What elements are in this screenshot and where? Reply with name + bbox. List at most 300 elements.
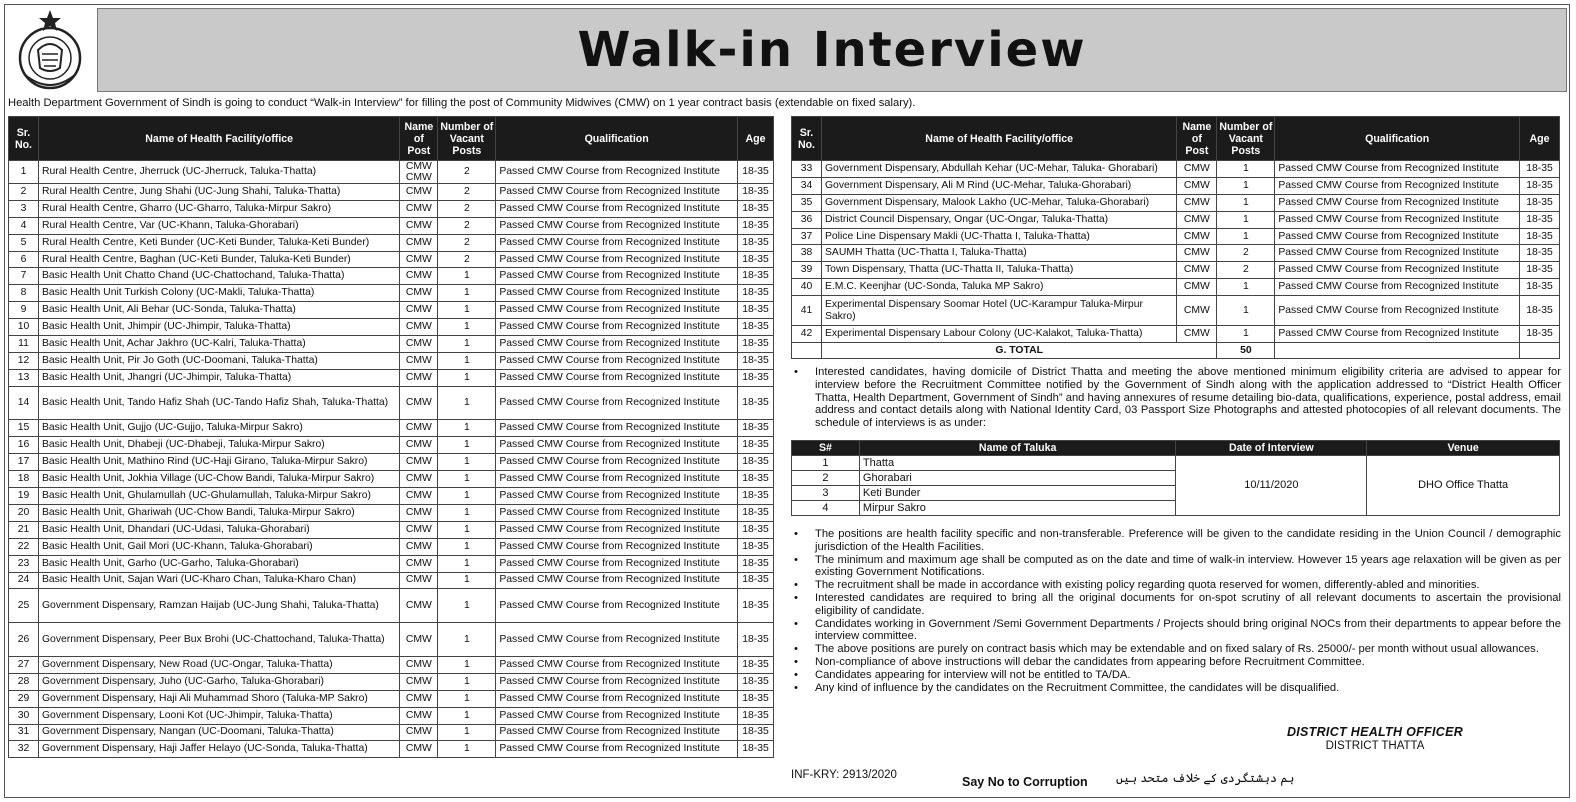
- col-header-post: Name of Post: [400, 117, 438, 161]
- vacant-posts-cell: 1: [1217, 326, 1275, 343]
- qualification-cell: Passed CMW Course from Recognized Institute: [496, 200, 738, 217]
- grand-total-value: 50: [1217, 343, 1275, 359]
- vacant-posts-cell: 1: [438, 454, 496, 471]
- table-row: [792, 262, 1560, 279]
- table-row: [792, 211, 1560, 228]
- vacant-posts-cell: 1: [438, 369, 496, 386]
- vacant-posts-cell: 2: [438, 234, 496, 251]
- schedule-row: [792, 456, 1560, 471]
- facility-name-cell: Rural Health Centre, Keti Bunder (UC-Keti Bunder, Taluka-Keti Bunder): [38, 234, 399, 251]
- qualification-cell: Passed CMW Course from Recognized Institute: [1275, 326, 1520, 343]
- age-cell: 18-35: [737, 352, 773, 369]
- post-name-cell: CMW: [400, 521, 438, 538]
- qualification-cell: Passed CMW Course from Recognized Institute: [496, 420, 738, 437]
- sr-cell: 24: [9, 572, 39, 589]
- table-row: [792, 177, 1560, 194]
- post-name-cell: CMW: [1177, 228, 1217, 245]
- qualification-cell: Passed CMW Course from Recognized Institute: [496, 471, 738, 488]
- sr-cell: 20: [9, 504, 39, 521]
- vacant-posts-cell: 2: [438, 251, 496, 268]
- qualification-cell: Passed CMW Course from Recognized Institute: [496, 623, 738, 657]
- post-name-cell: CMW: [1177, 211, 1217, 228]
- qualification-cell: Passed CMW Course from Recognized Institute: [496, 707, 738, 724]
- facility-name-cell: Government Dispensary, New Road (UC-Ongar, Taluka-Thatta): [38, 656, 399, 673]
- facility-name-cell: Government Dispensary, Ramzan Haijab (UC-Jung Shahi, Taluka-Thatta): [38, 589, 399, 623]
- qualification-cell: Passed CMW Course from Recognized Institute: [1275, 177, 1520, 194]
- table-row: [9, 251, 774, 268]
- sr-cell: 37: [792, 228, 822, 245]
- age-cell: 18-35: [737, 285, 773, 302]
- post-name-cell: CMW: [400, 555, 438, 572]
- facility-name-cell: Town Dispensary, Thatta (UC-Thatta II, Taluka-Thatta): [821, 262, 1176, 279]
- table-row: [9, 488, 774, 505]
- post-name-cell: CMW: [400, 437, 438, 454]
- facility-name-cell: Basic Health Unit, Dhandari (UC-Udasi, Taluka-Ghorabari): [38, 521, 399, 538]
- sr-cell: 22: [9, 538, 39, 555]
- post-name-cell: CMW: [400, 234, 438, 251]
- qualification-cell: Passed CMW Course from Recognized Institute: [496, 285, 738, 302]
- sr-cell: 36: [792, 211, 822, 228]
- qualification-cell: Passed CMW Course from Recognized Institute: [496, 656, 738, 673]
- facility-name-cell: Basic Health Unit, Gujjo (UC-Gujjo, Taluka-Mirpur Sakro): [38, 420, 399, 437]
- grand-total-row: [792, 343, 1560, 359]
- col-header-sn: S#: [792, 441, 860, 456]
- qualification-cell: Passed CMW Course from Recognized Institute: [1275, 194, 1520, 211]
- post-name-cell: CMW: [1177, 326, 1217, 343]
- interview-schedule-table: [791, 440, 1560, 516]
- sr-cell: 40: [792, 279, 822, 296]
- table-row: [9, 724, 774, 741]
- qualification-cell: Passed CMW Course from Recognized Institute: [496, 369, 738, 386]
- sr-cell: 38: [792, 245, 822, 262]
- facility-name-cell: Basic Health Unit, Jhangri (UC-Jhimpir, Taluka-Thatta): [38, 369, 399, 386]
- facility-name-cell: Basic Health Unit, Mathino Rind (UC-Haji Girano, Taluka-Mirpur Sakro): [38, 454, 399, 471]
- post-name-cell: CMW: [400, 572, 438, 589]
- table-row: [9, 521, 774, 538]
- age-cell: 18-35: [737, 217, 773, 234]
- facility-table-right: [791, 116, 1560, 359]
- post-name-cell: CMW: [400, 251, 438, 268]
- post-name-cell: CMW: [400, 420, 438, 437]
- qualification-cell: Passed CMW Course from Recognized Institute: [496, 352, 738, 369]
- post-name-cell: CMW: [400, 724, 438, 741]
- post-name-cell: CMW: [1177, 296, 1217, 326]
- post-name-cell: CMW: [400, 302, 438, 319]
- age-cell: 18-35: [1519, 211, 1559, 228]
- vacant-posts-cell: 2: [438, 217, 496, 234]
- vacant-posts-cell: 1: [438, 437, 496, 454]
- table-row: [9, 555, 774, 572]
- table-row: [9, 200, 774, 217]
- signatory-title: DISTRICT HEALTH OFFICER: [1286, 725, 1464, 739]
- age-cell: 18-35: [737, 741, 773, 758]
- vacant-posts-cell: 1: [438, 336, 496, 353]
- table-row: [9, 352, 774, 369]
- vacant-posts-cell: 1: [438, 420, 496, 437]
- table-row: [9, 369, 774, 386]
- schedule-taluka-cell: Ghorabari: [859, 471, 1176, 486]
- interview-date-cell: 10/11/2020: [1176, 456, 1367, 516]
- post-name-cell: CMW: [400, 285, 438, 302]
- facility-name-cell: Basic Health Unit, Jokhia Village (UC-Chow Bandi, Taluka-Mirpur Sakro): [38, 471, 399, 488]
- facility-name-cell: Rural Health Centre, Var (UC-Khann, Taluka-Ghorabari): [38, 217, 399, 234]
- post-name-cell: CMW: [400, 623, 438, 657]
- facility-name-cell: Government Dispensary, Nangan (UC-Doomani, Taluka-Thatta): [38, 724, 399, 741]
- vacant-posts-cell: 1: [1217, 161, 1275, 178]
- sr-cell: 10: [9, 319, 39, 336]
- term-item: • Any kind of influence by the candidates on the Recruitment Committee, the candidates will be disqualified.: [791, 682, 1561, 695]
- age-cell: 18-35: [737, 251, 773, 268]
- facility-name-cell: Government Dispensary, Looni Kot (UC-Jhimpir, Taluka-Thatta): [38, 707, 399, 724]
- schedule-sn-cell: 3: [792, 486, 860, 501]
- table-row: [9, 285, 774, 302]
- table-row: [9, 437, 774, 454]
- post-name-cell: CMW: [400, 504, 438, 521]
- sr-cell: 27: [9, 656, 39, 673]
- facility-name-cell: Rural Health Centre, Jung Shahi (UC-Jung Shahi, Taluka-Thatta): [38, 184, 399, 201]
- qualification-cell: Passed CMW Course from Recognized Institute: [496, 161, 738, 184]
- vacant-posts-cell: 1: [438, 504, 496, 521]
- age-cell: 18-35: [737, 589, 773, 623]
- post-name-cell: CMW: [1177, 161, 1217, 178]
- qualification-cell: Passed CMW Course from Recognized Institute: [496, 454, 738, 471]
- table-row: [792, 279, 1560, 296]
- sr-cell: 7: [9, 268, 39, 285]
- sr-cell: 15: [9, 420, 39, 437]
- age-cell: 18-35: [1519, 326, 1559, 343]
- qualification-cell: Passed CMW Course from Recognized Institute: [1275, 279, 1520, 296]
- age-cell: 18-35: [737, 623, 773, 657]
- sr-cell: 39: [792, 262, 822, 279]
- qualification-cell: Passed CMW Course from Recognized Institute: [496, 336, 738, 353]
- age-cell: 18-35: [737, 690, 773, 707]
- post-name-cell: CMW: [400, 471, 438, 488]
- table-row: [792, 296, 1560, 326]
- anti-corruption-slogan: Say No to Corruption: [962, 775, 1088, 789]
- title-banner: [97, 8, 1567, 92]
- facility-name-cell: Basic Health Unit, Ghulamullah (UC-Ghulamullah, Taluka-Mirpur Sakro): [38, 488, 399, 505]
- age-cell: 18-35: [1519, 279, 1559, 296]
- col-header-posts: Number of Vacant Posts: [1217, 117, 1275, 161]
- table-row: [9, 217, 774, 234]
- table-row: [9, 302, 774, 319]
- qualification-cell: Passed CMW Course from Recognized Institute: [1275, 161, 1520, 178]
- signatory-place: DISTRICT THATTA: [1325, 740, 1425, 752]
- age-cell: 18-35: [737, 572, 773, 589]
- qualification-cell: Passed CMW Course from Recognized Institute: [496, 741, 738, 758]
- facility-name-cell: Rural Health Centre, Gharro (UC-Gharro, Taluka-Mirpur Sakro): [38, 200, 399, 217]
- qualification-cell: Passed CMW Course from Recognized Institute: [496, 319, 738, 336]
- qualification-cell: Passed CMW Course from Recognized Institute: [496, 589, 738, 623]
- vacant-posts-cell: 1: [438, 319, 496, 336]
- qualification-cell: Passed CMW Course from Recognized Institute: [496, 234, 738, 251]
- post-name-cell: CMW: [400, 268, 438, 285]
- col-header-date: Date of Interview: [1176, 441, 1367, 456]
- age-cell: 18-35: [737, 555, 773, 572]
- post-name-cell: CMW: [400, 386, 438, 420]
- vacant-posts-cell: 1: [438, 268, 496, 285]
- qualification-cell: Passed CMW Course from Recognized Institute: [496, 724, 738, 741]
- facility-name-cell: Police Line Dispensary Makli (UC-Thatta I, Taluka-Thatta): [821, 228, 1176, 245]
- facility-name-cell: Experimental Dispensary Soomar Hotel (UC-Karampur Taluka-Mirpur Sakro): [821, 296, 1176, 326]
- table-row: [792, 194, 1560, 211]
- sr-cell: 14: [9, 386, 39, 420]
- sr-cell: 4: [9, 217, 39, 234]
- facility-name-cell: Basic Health Unit, Sajan Wari (UC-Kharo Chan, Taluka-Kharo Chan): [38, 572, 399, 589]
- age-cell: 18-35: [737, 504, 773, 521]
- sindh-emblem-icon: [10, 8, 90, 92]
- term-item: • Non-compliance of above instructions will debar the candidates from appearing before Recruitment Committee.: [791, 656, 1561, 669]
- vacant-posts-cell: 1: [438, 352, 496, 369]
- post-name-cell: CMW: [400, 741, 438, 758]
- post-name-cell: CMW: [400, 690, 438, 707]
- col-header-post: Name of Post: [1177, 117, 1217, 161]
- vacant-posts-cell: 1: [438, 386, 496, 420]
- vacant-posts-cell: 1: [438, 521, 496, 538]
- age-cell: 18-35: [737, 302, 773, 319]
- post-name-cell: CMW: [400, 184, 438, 201]
- post-name-cell: CMW: [400, 673, 438, 690]
- sr-cell: 17: [9, 454, 39, 471]
- age-cell: 18-35: [737, 200, 773, 217]
- sr-cell: 29: [9, 690, 39, 707]
- facility-name-cell: Government Dispensary, Ali M Rind (UC-Mehar, Taluka-Ghorabari): [821, 177, 1176, 194]
- sr-cell: 42: [792, 326, 822, 343]
- vacant-posts-cell: 1: [1217, 228, 1275, 245]
- facility-name-cell: Basic Health Unit, Jhimpir (UC-Jhimpir, Taluka-Thatta): [38, 319, 399, 336]
- table-row: [9, 504, 774, 521]
- col-header-qualification: Qualification: [1275, 117, 1520, 161]
- vacant-posts-cell: 1: [438, 555, 496, 572]
- post-name-cell: CMW: [400, 589, 438, 623]
- age-cell: 18-35: [737, 724, 773, 741]
- age-cell: 18-35: [737, 420, 773, 437]
- facility-name-cell: Rural Health Centre, Jherruck (UC-Jherruck, Taluka-Thatta): [38, 161, 399, 184]
- facility-name-cell: Government Dispensary, Abdullah Kehar (UC-Mehar, Taluka- Ghorabari): [821, 161, 1176, 178]
- grand-total-label: G. TOTAL: [821, 343, 1216, 359]
- age-cell: 18-35: [737, 268, 773, 285]
- table-row: [9, 623, 774, 657]
- intro-text: Health Department Government of Sindh is going to conduct “Walk-in Interview” for filling the post of Community Midwives (CMW) on 1 year contract basis (extendable on fixed salary).: [8, 97, 916, 109]
- table-row: [9, 336, 774, 353]
- facility-name-cell: Experimental Dispensary Labour Colony (UC-Kalakot, Taluka-Thatta): [821, 326, 1176, 343]
- sr-cell: 12: [9, 352, 39, 369]
- age-cell: 18-35: [1519, 296, 1559, 326]
- term-item: • Interested candidates are required to bring all the original documents for on-spot scrutiny of all relevant documents to ascertain the provisional eligibility of candidate.: [791, 592, 1561, 618]
- col-header-taluka: Name of Taluka: [859, 441, 1176, 456]
- age-cell: 18-35: [737, 454, 773, 471]
- vacant-posts-cell: 2: [438, 161, 496, 184]
- col-header-age: Age: [737, 117, 773, 161]
- vacant-posts-cell: 1: [438, 302, 496, 319]
- sr-cell: 18: [9, 471, 39, 488]
- post-name-cell: CMW: [400, 707, 438, 724]
- sr-cell: 16: [9, 437, 39, 454]
- age-cell: 18-35: [737, 161, 773, 184]
- post-name-cell: CMW: [1177, 194, 1217, 211]
- facility-name-cell: Basic Health Unit, Dhabeji (UC-Dhabeji, Taluka-Mirpur Sakro): [38, 437, 399, 454]
- qualification-cell: Passed CMW Course from Recognized Institute: [496, 504, 738, 521]
- facility-name-cell: Basic Health Unit Chatto Chand (UC-Chattochand, Taluka-Thatta): [38, 268, 399, 285]
- vacant-posts-cell: 2: [438, 200, 496, 217]
- table-row: [9, 572, 774, 589]
- vacant-posts-cell: 1: [438, 538, 496, 555]
- age-cell: 18-35: [1519, 161, 1559, 178]
- qualification-cell: Passed CMW Course from Recognized Institute: [496, 690, 738, 707]
- vacant-posts-cell: 1: [1217, 194, 1275, 211]
- terms-list: [791, 528, 1561, 694]
- facility-name-cell: Basic Health Unit, Ali Behar (UC-Sonda, Taluka-Thatta): [38, 302, 399, 319]
- vacant-posts-cell: 1: [438, 707, 496, 724]
- sr-cell: 30: [9, 707, 39, 724]
- sr-cell: 32: [9, 741, 39, 758]
- qualification-cell: Passed CMW Course from Recognized Institute: [1275, 228, 1520, 245]
- schedule-sn-cell: 2: [792, 471, 860, 486]
- qualification-cell: Passed CMW Course from Recognized Institute: [496, 488, 738, 505]
- sr-cell: 2: [9, 184, 39, 201]
- sr-cell: 26: [9, 623, 39, 657]
- facility-name-cell: Government Dispensary, Peer Bux Brohi (UC-Chattochand, Taluka-Thatta): [38, 623, 399, 657]
- facility-name-cell: Basic Health Unit, Gail Mori (UC-Khann, Taluka-Ghorabari): [38, 538, 399, 555]
- qualification-cell: Passed CMW Course from Recognized Institute: [1275, 211, 1520, 228]
- vacant-posts-cell: 2: [1217, 245, 1275, 262]
- post-name-cell: CMW: [1177, 245, 1217, 262]
- post-name-cell: CMW: [400, 454, 438, 471]
- term-item: • Candidates appearing for interview will not be entitled to TA/DA.: [791, 669, 1561, 682]
- table-row: [792, 228, 1560, 245]
- term-item: • The recruitment shall be made in accordance with existing policy regarding quota reserved for women, differently-abled and minorities.: [791, 579, 1561, 592]
- sr-cell: 6: [9, 251, 39, 268]
- post-name-cell: CMW: [400, 369, 438, 386]
- post-name-cell: CMW CMW: [400, 161, 438, 184]
- age-cell: 18-35: [737, 471, 773, 488]
- table-row: [9, 319, 774, 336]
- table-row: [9, 234, 774, 251]
- post-name-cell: CMW: [400, 488, 438, 505]
- col-header-name: Name of Health Facility/office: [38, 117, 399, 161]
- vacant-posts-cell: 1: [438, 471, 496, 488]
- age-cell: 18-35: [737, 369, 773, 386]
- facility-name-cell: Basic Health Unit, Achar Jakhro (UC-Kalri, Taluka-Thatta): [38, 336, 399, 353]
- qualification-cell: Passed CMW Course from Recognized Institute: [496, 184, 738, 201]
- table-row: [9, 420, 774, 437]
- facility-table-left: [8, 116, 774, 758]
- page-title: Walk-in Interview: [577, 22, 1087, 78]
- post-name-cell: CMW: [1177, 262, 1217, 279]
- post-name-cell: CMW: [1177, 177, 1217, 194]
- sr-cell: 28: [9, 673, 39, 690]
- age-cell: 18-35: [1519, 177, 1559, 194]
- term-item: • Candidates working in Government /Semi Government Departments / Projects should bring original NOCs from their departments to appear before the interview committee.: [791, 618, 1561, 644]
- col-header-age: Age: [1519, 117, 1559, 161]
- sr-cell: 5: [9, 234, 39, 251]
- facility-name-cell: Government Dispensary, Juho (UC-Garho, Taluka-Ghorabari): [38, 673, 399, 690]
- urdu-slogan: ہم دہشتگردی کے خلاف متحد ہیں: [1116, 771, 1295, 785]
- vacant-posts-cell: 1: [438, 656, 496, 673]
- table-row: [792, 245, 1560, 262]
- post-name-cell: CMW: [400, 656, 438, 673]
- age-cell: 18-35: [737, 437, 773, 454]
- vacant-posts-cell: 1: [438, 690, 496, 707]
- qualification-cell: Passed CMW Course from Recognized Institute: [1275, 262, 1520, 279]
- vacant-posts-cell: 1: [438, 285, 496, 302]
- table-row: [9, 673, 774, 690]
- facility-name-cell: Basic Health Unit Turkish Colony (UC-Makli, Taluka-Thatta): [38, 285, 399, 302]
- age-cell: 18-35: [737, 336, 773, 353]
- qualification-cell: Passed CMW Course from Recognized Institute: [496, 555, 738, 572]
- term-item: • The above positions are purely on contract basis which may be extendable and on fixed salary of Rs. 25000/- per month without usual allowances.: [791, 643, 1561, 656]
- vacant-posts-cell: 1: [438, 589, 496, 623]
- term-item: • The minimum and maximum age shall be computed as on the date and time of walk-in interview. However 15 years age relaxation will be given as per existing Government Notifications.: [791, 554, 1561, 580]
- age-cell: 18-35: [1519, 262, 1559, 279]
- qualification-cell: Passed CMW Course from Recognized Institute: [496, 302, 738, 319]
- age-cell: 18-35: [1519, 194, 1559, 211]
- col-header-venue: Venue: [1367, 441, 1560, 456]
- eligibility-list: [791, 366, 1561, 430]
- age-cell: 18-35: [737, 656, 773, 673]
- vacant-posts-cell: 1: [1217, 211, 1275, 228]
- vacant-posts-cell: 1: [1217, 296, 1275, 326]
- table-row: [792, 161, 1560, 178]
- sr-cell: 33: [792, 161, 822, 178]
- col-header-name: Name of Health Facility/office: [821, 117, 1176, 161]
- table-row: [9, 741, 774, 758]
- qualification-cell: Passed CMW Course from Recognized Institute: [496, 673, 738, 690]
- vacant-posts-cell: 2: [1217, 262, 1275, 279]
- vacant-posts-cell: 1: [438, 724, 496, 741]
- col-header-sr: Sr. No.: [792, 117, 822, 161]
- table-row: [9, 454, 774, 471]
- vacant-posts-cell: 1: [1217, 177, 1275, 194]
- sr-cell: 25: [9, 589, 39, 623]
- post-name-cell: CMW: [400, 336, 438, 353]
- facility-name-cell: Government Dispensary, Haji Ali Muhammad Shoro (Taluka-MP Sakro): [38, 690, 399, 707]
- schedule-sn-cell: 4: [792, 501, 860, 516]
- schedule-taluka-cell: Mirpur Sakro: [859, 501, 1176, 516]
- table-row: [9, 589, 774, 623]
- post-name-cell: CMW: [400, 352, 438, 369]
- post-name-cell: CMW: [400, 200, 438, 217]
- col-header-qualification: Qualification: [496, 117, 738, 161]
- sr-cell: 8: [9, 285, 39, 302]
- age-cell: 18-35: [737, 184, 773, 201]
- vacant-posts-cell: 1: [438, 673, 496, 690]
- table-row: [9, 184, 774, 201]
- qualification-cell: Passed CMW Course from Recognized Institute: [496, 521, 738, 538]
- table-row: [9, 268, 774, 285]
- facility-name-cell: Basic Health Unit, Ghariwah (UC-Chow Bandi, Taluka-Mirpur Sakro): [38, 504, 399, 521]
- sr-cell: 1: [9, 161, 39, 184]
- reference-number: INF-KRY: 2913/2020: [791, 769, 897, 781]
- sr-cell: 23: [9, 555, 39, 572]
- facility-name-cell: E.M.C. Keenjhar (UC-Sonda, Taluka MP Sakro): [821, 279, 1176, 296]
- sr-cell: 41: [792, 296, 822, 326]
- qualification-cell: Passed CMW Course from Recognized Institute: [496, 251, 738, 268]
- sr-cell: 31: [9, 724, 39, 741]
- sr-cell: 34: [792, 177, 822, 194]
- age-cell: 18-35: [737, 234, 773, 251]
- facility-name-cell: SAUMH Thatta (UC-Thatta I, Taluka-Thatta): [821, 245, 1176, 262]
- term-item: • The positions are health facility specific and non-transferable. Preference will be given to the candidate residing in the Union Council / demographic jurisdiction of the Health Facilities.: [791, 528, 1561, 554]
- sr-cell: 19: [9, 488, 39, 505]
- age-cell: 18-35: [737, 707, 773, 724]
- schedule-taluka-cell: Keti Bunder: [859, 486, 1176, 501]
- schedule-taluka-cell: Thatta: [859, 456, 1176, 471]
- age-cell: 18-35: [737, 521, 773, 538]
- sr-cell: 3: [9, 200, 39, 217]
- col-header-posts: Number of Vacant Posts: [438, 117, 496, 161]
- sr-cell: 9: [9, 302, 39, 319]
